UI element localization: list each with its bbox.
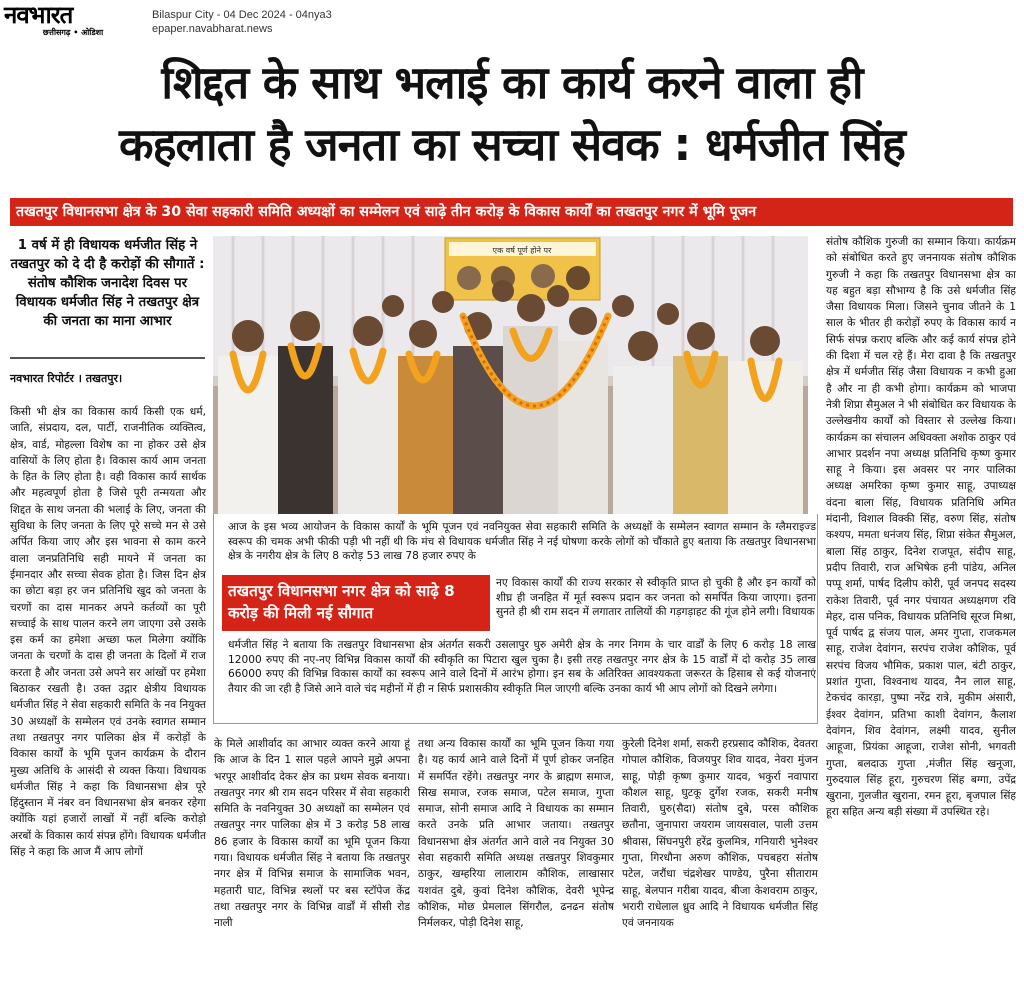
photo-illustration (213, 236, 808, 514)
event-photo (213, 236, 808, 514)
website-link[interactable]: epaper.navabharat.news (152, 23, 273, 35)
article-column-4: कुरेली दिनेश शर्मा, सकरी हरप्रसाद कौशिक, देवतरा गोपाल कौशिक, विजयपुर शिव यादव, नेवरा मुंजन साहू, पोड़ी कृष्ण कुमार यादव, भकुर्रा नवापारा कौशल साहू, घुटकू दुर्गेश रजक, सकरी मनीष तिवारी, घुरु(सैदा) संतोष दुबे, परस कौशिक छतौना, जुनापारा जयराम जायसवाल, पाली उत्तम श्रीवास, सिंघनपुरी हरेंद्र कुलमित्र, गनियारी भुनेश्वर गुप्ता, गिरधौना अरुण कौशिक, पचबहरा संतोष पटेल, जरौंधा चंद्रशेखर पाण्डेय, पुरैना सीताराम साहू, बेलपान गरीबा यादव, बीजा केशवराम ठाकुर, भरारी राधेलाल ध्रुव आदि ने विधायक धर्मजीत सिंह एवं जननायक (622, 738, 818, 930)
side-subheadline: 1 वर्ष में ही विधायक धर्मजीत सिंह ने तखतपुर को दे दी है करोड़ों की सौगातें : संतोष कौशिक जनादेश दिवस पर विधायक धर्मजीत सिंह ने तखतपुर क्षेत्र की जनता का माना आभार (10, 238, 205, 329)
masthead (0, 0, 1024, 40)
edition-line: Bilaspur City - 04 Dec 2024 - 04nya3 (152, 9, 332, 21)
caption-text-part-2: नए विकास कार्यों की राज्य सरकार से स्वीकृति प्राप्त हो चुकी है और इन कार्यों को शीघ्र ही जनहित में मूर्त स्वरूप प्रदान कर जनता को समर्पित किया जाएगा। इतना सुनते ही श्री राम सदन में लगातार तालियों की गड़गड़ाहट की गूंज होने लगी। विधायक (496, 577, 816, 618)
headline-line-1: शिद्दत के साथ भलाई का कार्य करने वाला ही (161, 56, 863, 109)
logo-subtitle: छत्तीसगढ़ • ओडिशा (42, 28, 104, 37)
logo-text: नवभारत (4, 1, 73, 29)
stage-banner-text: एक वर्ष पूर्ण होने पर (492, 246, 552, 255)
article-column-3: तथा अन्य विकास कार्यों का भूमि पूजन किया गया है। यह कार्य आने वाले दिनों में पूर्ण होकर जनहित में समर्पित रहेंगे। तखतपुर नगर के ब्राह्मण समाज, सिख समाज, रजक समाज, पटेल समाज, गुप्ता समाज, सोनी समाज आदि ने विधायक का सम्मान करते उनके प्रति आभार जताया। तखतपुर विधानसभा क्षेत्र अंतर्गत आने वाले नव नियुक्त 30 सेवा सहकारी समिति अध्यक्ष तखतपुर शिवकुमार ठाकुर, खम्हरिया लालाराम कौशिक, लाखासार यशवंत दुबे, कुवां दिनेश कौशिक, देवरी भूपेन्द्र कौशिक, मोछ प्रेमलाल सिंगरौल, ढनढन संतोष निर्मलकर, पोड़ी दिनेश साहू, (418, 738, 614, 930)
article-column-2: के मिले आशीर्वाद का आभार व्यक्त करने आया हूं कि आज के दिन 1 साल पहले आपने मुझे अपना भरपूर आशीर्वाद देकर क्षेत्र का प्रथम सेवक बनाया। तखतपुर नगर श्री राम सदन परिसर में सेवा सहकारी समिति के नवनियुक्त 30 अध्यक्षों का सम्मेलन एवं तखतपुर नगर पालिका क्षेत्र में 3 करोड़ 58 लाख 86 हजार के विकास कार्यों का भूमि पूजन किया गया। विधायक धर्मजीत सिंह ने बताया कि तखतपुर नगर क्षेत्र में विभिन्न समाज के सामाजिक भवन, महतारी घाट, विभिन्न स्थलों पर बस स्टॉपेज केंद्र तथा तखतपुर नगर के विभिन्न वार्डों में सीसी रोड नाली (214, 738, 410, 930)
divider (10, 357, 205, 359)
caption-text-part-3: धर्मजीत सिंह ने बताया कि तखतपुर विधानसभा क्षेत्र अंतर्गत सकरी उसलापुर घुरु अमेरी क्षेत्र के नगर निगम के चार वार्डों के लिए 6 करोड़ 18 लाख 12000 रुपए की नए-नए विभिन्न विकास कार्यों की स्वीकृति का पिटारा खुल चुका है। इसी तरह तखतपुर नगर क्षेत्र के 15 वार्डों में दो करोड़ 35 लाख 66000 रुपए की विभिन्न विकास कार्यों का स्वरूप आने वाले दिनों में आरंभ होगा। इन सब के अतिरिक्त आवश्यकता जरूरत के हिसाब से कई योजनाएं तैयार की जा रही है जिसे आने वाले चंद महीनों में ही न सिर्फ प्रशासकीय स्वीकृति मिल जाएगी बल्कि उनका कार्य भी आप लोगों को दिखने लगेगा। (228, 639, 816, 695)
red-subheadline-banner: तखतपुर विधानसभा क्षेत्र के 30 सेवा सहकारी समिति अध्यक्षों का सम्मेलन एवं साढ़े तीन करोड़ के विकास कार्यों का तखतपुर नगर में भूमि पूजन (10, 198, 1013, 226)
newspaper-logo (4, 2, 142, 38)
byline: नवभारत रिपोर्टर । तखतपुर। (10, 372, 123, 385)
edition-info (152, 8, 332, 36)
highlight-box: तखतपुर विधानसभा नगर क्षेत्र को साढ़े 8 करोड़ की मिली नई सौगात (222, 575, 490, 631)
caption-text-part-1: आज के इस भव्य आयोजन के विकास कार्यों के भूमि पूजन एवं नवनियुक्त सेवा सहकारी समिति के अध्यक्षों के सम्मेलन स्वागत सम्मान के ग्लैमराइज्ड स्वरूप की चमक अभी फीकी पड़ी भी नहीं थी कि मंच से विधायक धर्मजीत सिंह ने नई घोषणा करके लोगों को चौंकाते हुए बताया कि तखतपुर विधानसभा क्षेत्र के नगरीय क्षेत्र के लिए 8 करोड़ 53 लाख 78 हजार रुपए के (228, 521, 816, 562)
headline-line-2: कहलाता है जनता का सच्चा सेवक : धर्मजीत सिंह (119, 118, 905, 171)
article-column-5: संतोष कौशिक गुरुजी का सम्मान किया। कार्यक्रम को संबोधित करते हुए जननायक संतोष कौशिक गुरुजी ने कहा कि तखतपुर विधानसभा क्षेत्र का यह बहुत बड़ा सौभाग्य है कि उसे धर्मजीत सिंह जैसा विधायक मिला। जिसने चुनाव जीतने के 1 साल के भीतर ही करोड़ों रुपए के विकास कार्य न सिर्फ संपन्न कराए बल्कि और कई कार्य संपन्न होने की दिशा में चल रहे हैं। मेरा दावा है कि तखतपुर क्षेत्र में धर्मजीत सिंह जैसा विधायक न कभी हुआ है और ना ही कभी होगा। कार्यक्रम को भाजपा नेत्री शिप्रा सैमुअल ने भी संबोधित कर विधायक के उल्लेखनीय कार्यों को विस्तार से उल्लेख किया। कार्यक्रम का संचालन अधिवक्ता अशोक ठाकुर एवं आभार प्रदर्शन नपा अध्यक्ष प्रतिनिधि कृष्ण कुमार साहू ने किया। इस अवसर पर नगर पालिका अध्यक्ष अमरिका कृष्ण कुमार साहू, उपाध्यक्ष वंदना बाला सिंह, विधायक प्रतिनिधि अमित मंदानी, विशाल विक्की सिंह, वरुण सिंह, संतोष कश्यप, ममता धनंजय सिंह, शिप्रा संकेत सैमुअल, बाला सिंह ठाकुर, दिनेश राजपूत, संदीप साहू, प्रदीप तिवारी, राज अभिषेक हनी पांडेय, अनिल पप्पू शर्मा, पार्षद दिलीप कोरी, पूर्व जनपद सदस्य राकेश तिवारी, पूर्व नगर पंचायत अध्यक्षगण रवि मेहर, दास पनिक, विधायक प्रतिनिधि सूरज मिश्रा, पूर्व पार्षद द्व संजय पाल, अमर गुप्ता, राजकमल साहू, राजेश देवांगन, सरपंच राजेश कौशिक, पूर्व सरपंच विजय भौमिक, प्रकाश पाल, बंटी ठाकुर, प्रशांत गुप्ता, विश्वनाथ यादव, नैन लाल साहू, टेकचंद कारड़ा, पुष्पा नरेंद्र रात्रे, मुकीम अंसारी, ईश्वर देवांगन, प्रतिभा काशी देवांगन, कैलाश देवांगन, शिव देवांगन, लक्ष्मी यादव, सुनील आहूजा, प्रियंका आहूजा, राजेश सोनी, भगवती गुप्ता, बलदाऊ गुप्ता ,मंजीत सिंह खनूजा, गुरुदयाल सिंह हूरा, गुरुचरण सिंह बग्गा, उपेंद्र खुराना, गुलजीत खुराना, रमन हूरा, बृजपाल सिंह हूरा सहित अन्य बड़ी संख्या में उपस्थित रहे। (826, 236, 1016, 819)
article-column-1: किसी भी क्षेत्र का विकास कार्य किसी एक धर्म, जाति, संप्रदाय, दल, पार्टी, राजनीतिक व्यक्तित्व, क्षेत्र, वार्ड, मोहल्ला विशेष का ना होकर उसे क्षेत्र वासियों के लिए होता है। विकास कार्य आम जनता के हित के लिए होता है। वही विकास कार्य सार्थक और महत्वपूर्ण होता है जिसे पूरी तन्मयता और शिद्दत के साथ जनता की भलाई के लिए, जनता की सुविधा के लिए जनता के लिए पूरे सच्चे मन से उसे अर्पित किया जाए और इस भावना से काम करने वाला जनप्रतिनिधि सही मायने में जनता का ईमानदार और सच्चा सेवक होता है। जिस दिन क्षेत्र का छोटा बड़ा हर जन प्रतिनिधि खुद को जनता के चरणों का दास मानकर अपने कर्तव्यों का पूरी सच्चाई के साथ पालन करने लग जाएगा उसे उसके इस कर्म का हमेशा अच्छा फल मिलेगा क्योंकि जनता के चरणों के दास ही जनता के दिलों में राज करता है और जनता उसे अपने सर आंखों पर हमेशा बिठाकर रखती है। उक्त उद्गार क्षेत्रीय विधायक धर्मजीत सिंह ने सेवा सहकारी समिति के नव नियुक्त 30 अध्यक्षों के सम्मेलन एवं उनके स्वागत सम्मान तथा तखतपुर नगर पालिका क्षेत्र में करोड़ों के विकास कार्यों के भूमि पूजन कार्यक्रम के दौरान मुख्य अतिथि के आसंदी से व्यक्त किया। विधायक धर्मजीत सिंह ने कहा कि विधानसभा क्षेत्र पूरे हिंदुस्तान में नंबर वन विधानसभा क्षेत्र बनकर रहेगा क्योंकि यहां हजारों लाखों में नहीं बल्कि करोड़ो अरबों के विकास कार्य संपन्न होंगे। विधायक धर्मजीत सिंह ने कहा कि आज मैं आप लोगों (10, 406, 206, 859)
headline (10, 52, 1014, 176)
